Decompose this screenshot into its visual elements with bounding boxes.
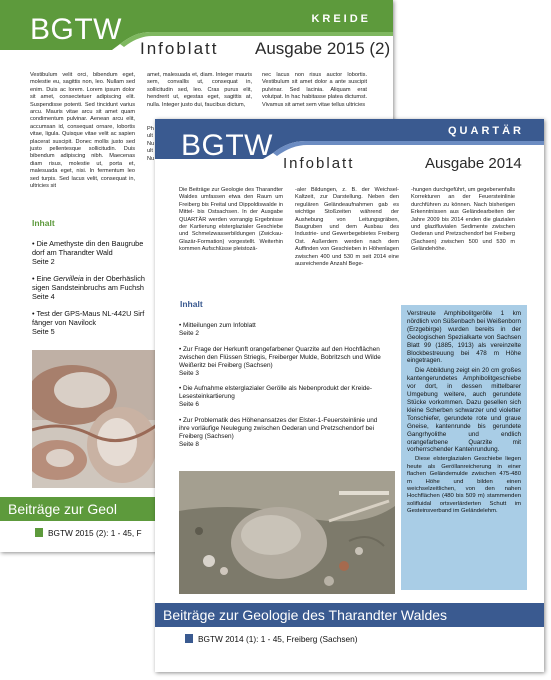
toc-title: Eine [36, 274, 54, 283]
body-column-1: Vestibulum velit orci, bibendum eget, molestie eu, sagittis non, leo. Nullam sed enim. Duis ac lorem. Lorem ipsum dolor sit amet, consectetuer adipiscing elit. Suspendisse potenti. Sed tincidunt varius arcu. Mauris vitae arcu sit amet quam condimentum pulvinar. Aenean arcu elit, accumsan id, consequat ornare, lobortis vitae, ligula. Quisque vitae velit ac sapien placerat suscipit. Donec mollis justo sed justo pellentesque sollicitudin. Duis bibendum adipiscing nibh. Maecenas diam risus, molestie ut, porta et, malesuada eget, nisi. In fermentum leo sed turpis. Sed lacus velit, consequat in, ultricies sit [30, 72, 135, 190]
toc-page: Seite 4 [32, 292, 55, 301]
toc-page: Seite 2 [32, 257, 55, 266]
list-item [179, 346, 384, 378]
toc-title: Zur Problematik des Höhenansatzes der Elster-1-Feuersteinlinie und ihre vorläufige Neulegung zwischen Oederan und Pretzschendorf bei Freiberg (Sachsen) [179, 417, 378, 440]
body-column-1: Die Beiträge zur Geologie des Tharandter Waldes umfassen etwa den Raum um Freiberg bis Freital und Dippoldiswalde in Mittel- bis Ostsachsen. In der Ausgabe QUARTÄR werden vorrangig Ergebnisse der Kartierung elsterglazialer Geschiebe und Schmelzwasserbildungen (Zwickau-Glazär-Formation) vorgestellt. Weiterhin kommen Aufschlüsse pleistozä- [179, 187, 283, 253]
toc-title-genus: Gervilleia [53, 274, 84, 283]
body-column-2: -aler Bildungen, z. B. der Weichsel-Kaltzeit, zur Darstellung. Neben den regulären Geländeaufnahmen gab es wichtige Stoßzeiten während der Aushebung von Leitungsgräben, Baugruben und dem Ausbau des Industrie- und Gewerbegebietes Freiberg Ost. Außerdem werden nach dem Auffinden von Geschieben in Höhenlagen zwischen 400 und 530 m seit 2014 eine ausreichende Anzahl Bege- [295, 187, 399, 268]
book-icon [185, 634, 193, 643]
body-column-3: nec lacus non risus auctor lobortis. Vestibulum sit amet dolor a ante suscipit pulvinar. Sed lacinia. Aliquam erat volutpat. In hac habitasse platea dictumst. Vivamus sit amet sem vitae tellus ultricies [262, 72, 367, 108]
toc-title: Test der GPS-Maus NL-442U Sirf [36, 309, 145, 318]
infoblatt-title: Infoblatt [283, 155, 355, 172]
citation: BGTW 2014 (1): 1 - 45, Freiberg (Sachsen) [198, 634, 358, 644]
toc-title: Die Aufnahme elsterglazialer Gerölle als Nebenprodukt der Kreide-Lesesteinkartierung [179, 385, 372, 401]
journal-title-banner: Beiträge zur Geologie des Tharandter Waldes [155, 603, 544, 627]
list-item [179, 417, 384, 449]
toc-title-rest: in der Oberhäslich [83, 274, 145, 283]
brand-logo-text: BGTW [181, 129, 273, 162]
infoblatt-page-2014 [155, 119, 544, 672]
toc-title-cont: fänger von Navilock [32, 318, 97, 327]
issue-label: Ausgabe 2014 [425, 155, 522, 172]
list-item [179, 322, 384, 338]
toc-page: Seite 3 [179, 369, 199, 377]
toc-page: Seite 2 [179, 329, 199, 337]
toc-title-cont: dorf am Tharandter Wald [32, 248, 113, 257]
body-column-2: amet, malesuada et, diam. Integer mauris sem, convallis ut, consequat in, sollicitudin sed, leo. Cras purus elit, hendrerit ut, egestas eget, sagittis at, nulla. Integer justo dui, faucibus dictum, [147, 72, 252, 108]
contents-list [179, 322, 384, 457]
book-icon [35, 528, 43, 537]
journal-title-banner: Beiträge zur Geol [0, 497, 393, 521]
body-column-2-fragment: Ph ult Nu ult Nu [147, 126, 155, 162]
toc-page: Seite 5 [32, 327, 55, 336]
toc-title: Mitteilungen zum Infoblatt [183, 322, 256, 329]
brand-logo-text: BGTW [30, 13, 122, 46]
infoblatt-title: Infoblatt [140, 39, 219, 58]
caption-paragraph: Verstreute Amphibolitgerölle 1 km nördlich von Süßenbach bei Weißenborn (Erzgebirge) wurden bereits in der Geologischen Spezialkarte von Sachsen Blatt 99 (1885, 1913) als vereinzelte Blockbestreuung bei 478 m Höhe eingetragen. [407, 310, 521, 365]
contents-heading: Inhalt [180, 299, 203, 309]
series-tagline: QUARTÄR [448, 125, 524, 137]
contents-heading: Inhalt [32, 218, 55, 228]
list-item [179, 385, 384, 409]
amphibolite-boulder-photo [179, 471, 395, 594]
caption-paragraph: Diese elsterglazialen Geschiebe liegen heute als Geröllanreicherung in einer flachen Geländemulde zwischen 475-480 m Höhe und bilden einen weichselzeitlichen, von den nahen Hochflächen (480 bis 509 m) stammenden solifluidal ortsverlärderten Schutt im Gesteinsverband im Geländelehm. [407, 456, 521, 515]
caption-paragraph: Die Abbildung zeigt ein 20 cm großes kantengerundetes Amphibolitgeschiebe vor dort, in dessen mittelbarer Umgebung weitere, auch gerundete Stücke vorkommen. Dazu gesellen sich kleine Scherben schwarzer und violetter Tonschiefer, gerundete rote und graue Gneise, kantenrunde bis gerundete Gangrhyolithe und endlich orangefarbene Quarzite mit vorherrschender Kantenrundung. [407, 367, 521, 454]
photo-caption-box [401, 305, 527, 590]
toc-title: Zur Frage der Herkunft orangefarbener Quarzite auf den Hochflächen zwischen den Flüssen Striegis, Freiberger Mulde, Bobritzsch und Wilde Weißeritz bei Freiberg (Sachsen) [179, 345, 381, 369]
toc-page: Seite 8 [179, 440, 199, 448]
toc-page: Seite 6 [179, 401, 199, 409]
toc-title-cont: sigen Sandsteinbruchs am Fuchsh [32, 283, 144, 292]
toc-title: Die Amethyste din den Baugrube [36, 239, 144, 248]
series-tagline: KREIDE [311, 13, 371, 25]
citation: BGTW 2015 (2): 1 - 45, F [48, 528, 142, 538]
issue-label: Ausgabe 2015 (2) [255, 39, 391, 58]
body-column-3: -hungen durchgeführt, um gegebenenfalls Korrekturen an der Feuersteinlinie durchführen zu können. Nach bisherigen Erkenntnissen aus Geländearbeiten der Jahre 2009 bis 2014 enden die glazialen und glazifluvialen Sedimente zwischen Oederan und Pretzschendorf bei Freiberg (Sachsen) zwischen 500 und 530 m Geländehöhe. [411, 187, 515, 253]
fossil-photo [32, 350, 157, 488]
